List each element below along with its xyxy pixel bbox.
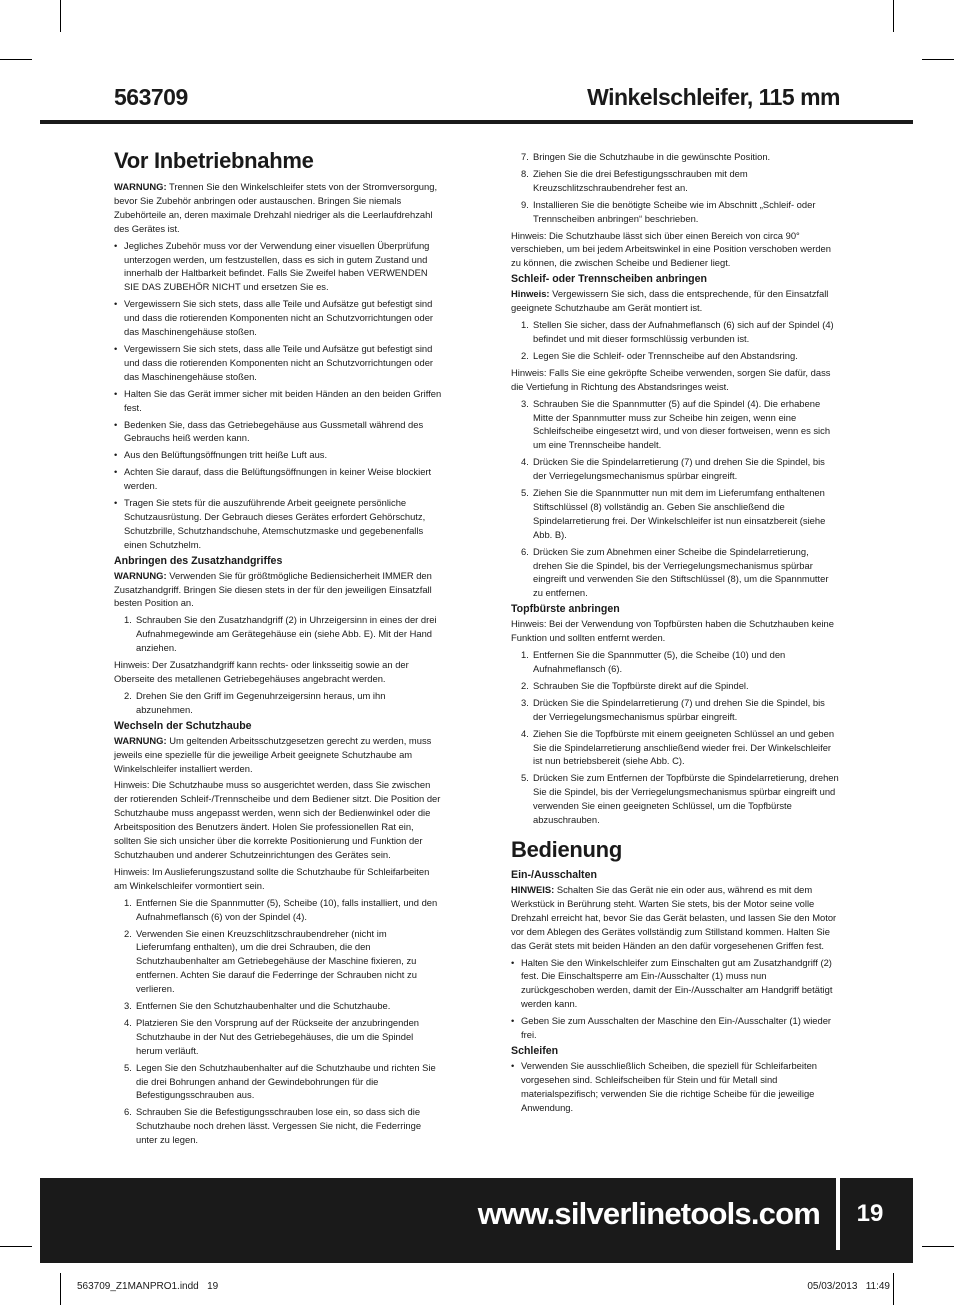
step-list — [114, 613, 442, 655]
step-list — [114, 689, 442, 717]
warning-label: WARNUNG: — [114, 181, 167, 192]
bullet-list — [114, 239, 442, 552]
step-text: Verwenden Sie einen Kreuzschlitzschraubendreher (nicht im Lieferumfang enthalten), um die drei Schrauben, die den Schutzhaubenhalter am Getriebegehäuse der Maschine fixieren, zu entfernen. Achten Sie darauf die Federringe der Schrauben nicht zu verlieren. — [136, 927, 417, 995]
note-paragraph: Hinweis: Bei der Verwendung von Topfbürsten haben die Schutzhauben keine Funktion und sollten entfernt werden. — [511, 618, 834, 644]
list-item: • Halten Sie den Winkelschleifer zum Einschalten gut am Zusatzhandgriff (2) fest. Die Einschaltsperre am Ein-/Ausschalter (1) muss nun zurückgeschoben werden, damit der Ein-/Ausschalter am Handgriff betätigt werden kann. — [511, 956, 839, 1012]
step-number: 6. — [124, 1106, 132, 1118]
step-text: Ziehen Sie die drei Befestigungsschrauben mit dem Kreuzschlitzschraubendreher fest an. — [533, 167, 748, 193]
step-number: 4. — [521, 456, 529, 468]
step-text: Schrauben Sie die Befestigungsschrauben lose ein, so dass sich die Schutzhaube noch drehen lässt. Vergessen Sie nicht, die Federringe unter zu legen. — [136, 1106, 422, 1146]
step-number: 5. — [521, 772, 529, 784]
subheading: Ein-/Ausschalten — [511, 868, 597, 881]
step-item — [511, 167, 839, 195]
step-number: 2. — [124, 689, 132, 701]
slug-filename: 563709_Z1MANPRO1.indd 19 — [77, 1281, 219, 1292]
warning-paragraph — [114, 734, 442, 776]
step-item — [511, 349, 839, 363]
warning-paragraph — [114, 180, 442, 236]
step-text: Schrauben Sie die Topfbürste direkt auf die Spindel. — [533, 679, 749, 691]
step-number: 9. — [521, 198, 529, 210]
crop-mark — [60, 1273, 61, 1305]
step-item — [114, 999, 442, 1013]
section-heading: Bedienung — [511, 836, 622, 862]
warning-label: HINWEIS: — [511, 883, 555, 895]
subheading: Wechseln der Schutzhaube — [114, 719, 252, 732]
step-number: 7. — [521, 151, 529, 162]
step-number: 3. — [521, 397, 529, 409]
note-paragraph: Hinweis: Falls Sie eine gekröpfte Scheibe verwenden, sorgen Sie dafür, dass die Vertiefung in Richtung des Abstandsringes weist. — [511, 366, 831, 392]
step-text: Schrauben Sie den Zusatzhandgriff (2) in Uhrzeigersinn in eines der drei Aufnahmegewinde am Gerätegehäuse ein (siehe Abb. E). Mit der Hand anziehen. — [136, 614, 437, 654]
step-text: Bringen Sie die Schutzhaube in die gewünschte Position. — [533, 151, 771, 162]
step-item — [114, 896, 442, 924]
subheading: Schleif- oder Trennscheiben anbringen — [511, 273, 708, 286]
warning-text: Trennen Sie den Winkelschleifer stets von der Stromversorgung, bevor Sie Zubehör anbringen oder austauschen. Bringen Sie niemals Zubehörteile an, deren maximale Drehzahl niedriger als die Leerlaufdrehzahl des Gerätes ist. — [114, 181, 438, 234]
note-text: Vergewissern Sie sich, dass die entsprechende, für den Einsatzfall geeignete Schutzhaube am Gerät montiert ist. — [511, 288, 829, 314]
step-item — [511, 771, 839, 827]
list-item: • Aus den Belüftungsöffnungen tritt heiße Luft aus. — [114, 448, 442, 462]
warning-text: Verwenden Sie für größtmögliche Bediensicherheit IMMER den Zusatzhandgriff. Bringen Sie diesen stets in der für den jeweiligen Einsatzfall besten Position an. — [114, 569, 432, 609]
list-item: • Verwenden Sie ausschließlich Scheiben, die speziell für Schleifarbeiten vorgesehen sind. Schleifscheiben für Stein und für Metall sind materialspezifisch; verwenden Sie die richtige Scheibe für die jeweilige Anwendung. — [511, 1059, 839, 1115]
step-number: 1. — [124, 614, 132, 626]
bullet-list — [511, 956, 839, 1042]
right-column — [511, 150, 839, 1118]
step-item — [511, 150, 839, 164]
step-item — [114, 927, 442, 997]
crop-mark — [922, 1246, 954, 1247]
page-number: 19 — [856, 1200, 884, 1227]
step-item — [511, 318, 839, 346]
step-text: Ziehen Sie die Topfbürste mit einem geeigneten Schlüssel an und geben Sie die Spindelarretierung anschließend wieder frei. Der Winkelschleifer ist nun betriebsbereit (siehe Abb. C). — [533, 727, 835, 767]
left-column — [114, 148, 442, 1150]
step-number: 2. — [124, 927, 132, 939]
step-list — [114, 896, 442, 1147]
note-paragraph: Hinweis: Im Auslieferungszustand sollte die Schutzhaube für Schleifarbeiten am Winkelschleifer vormontiert sein. — [114, 865, 430, 891]
step-text: Stellen Sie sicher, dass der Aufnahmeflansch (6) sich auf der Spindel (4) befindet und mit dieser formschlüssig verbunden ist. — [533, 319, 834, 344]
step-text: Platzieren Sie den Vorsprung auf der Rückseite der anzubringenden Schutzhaube in der Nut des Getriebegehäuses, die um die Spindel herum verläuft. — [136, 1016, 419, 1056]
step-item — [511, 727, 839, 769]
list-item: • Bedenken Sie, dass das Getriebegehäuse aus Gussmetall während des Gebrauchs heiß werden kann. — [114, 418, 442, 446]
website-link[interactable]: www.silverlinetools.com — [477, 1196, 820, 1231]
step-item — [511, 648, 839, 676]
crop-mark — [60, 0, 61, 32]
list-item: • Vergewissern Sie sich stets, dass alle Teile und Aufsätze gut befestigt sind und dass die rotierenden Komponenten nicht an Schutzvorrichtungen oder das Maschinengehäuse stoßen. — [114, 342, 442, 384]
subheading: Anbringen des Zusatzhandgriffes — [114, 554, 283, 567]
step-item — [114, 1016, 442, 1058]
step-number: 8. — [521, 167, 529, 179]
list-item: • Geben Sie zum Ausschalten der Maschine den Ein-/Ausschalter (1) wieder frei. — [511, 1014, 839, 1042]
step-item — [114, 689, 442, 717]
crop-mark — [893, 0, 894, 32]
header-rule — [40, 120, 913, 124]
step-number: 3. — [521, 696, 529, 708]
step-text: Entfernen Sie die Spannmutter (5), die Scheibe (10) und den Aufnahmeflansch (6). — [533, 649, 786, 674]
step-item — [511, 455, 839, 483]
step-number: 5. — [521, 487, 529, 499]
crop-mark — [0, 1246, 32, 1247]
step-list — [511, 318, 839, 363]
step-text: Drücken Sie zum Entfernen der Topfbürste die Spindelarretierung, drehen Sie die Spindel, bis der Verriegelungsmechanismus spürbar eingreift und verwenden Sie einen geeigneten Schlüssel, um die Topfbürste abzuschrauben. — [533, 772, 839, 826]
note-paragraph: Hinweis: Die Schutzhaube muss so ausgerichtet werden, dass Sie zwischen der rotierenden Schleif-/Trennscheibe und dem Bediener sitzt. Die Position der Schutzhaube muss angepasst werden, wenn sich der Bedienwinkel oder die Arbeitsposition des Benutzers ändert. Holen Sie professionellen Rat ein, sollten Sie sich unsicher über die korrekte Positionierung und Funktion der Schutzhauben und anderer Schutzeinrichtungen des Gerätes sein. — [114, 779, 441, 860]
step-text: Drücken Sie die Spindelarretierung (7) und drehen Sie die Spindel, bis der Verriegelungsmechanismus spürbar eingreift. — [533, 456, 825, 482]
step-number: 2. — [521, 679, 529, 691]
step-text: Drücken Sie die Spindelarretierung (7) und drehen Sie die Spindel, bis der Verriegelungsmechanismus spürbar eingreift. — [533, 696, 825, 722]
crop-mark — [922, 59, 954, 60]
product-title: Winkelschleifer, 115 mm — [587, 84, 840, 110]
warning-paragraph — [511, 883, 839, 953]
step-text: Drücken Sie zum Abnehmen einer Scheibe die Spindelarretierung, drehen Sie die Spindel, bis der Verriegelungsmechanismus spürbar eingreift und verwenden Sie den Stiftschlüssel (8), um die Spannmutter zu entfernen. — [533, 545, 829, 599]
step-item — [511, 397, 839, 453]
step-text: Legen Sie die Schleif- oder Trennscheibe auf den Abstandsring. — [533, 349, 798, 361]
step-number: 4. — [521, 727, 529, 739]
warning-text: Schalten Sie das Gerät nie ein oder aus, während es mit dem Werkstück in Berührung steht. Warten Sie stets, bis der Motor seine volle Drehzahl erreicht hat, bevor Sie das Gerät belasten, und lassen Sie den Motor vor dem Ablegen des Gerätes vollständig zum Stillstand kommen. Halten Sie das Gerät stets mit beiden Händen an den dafür vorgesehenen Griffen fest. — [511, 883, 837, 951]
step-number: 1. — [521, 319, 529, 331]
model-number: 563709 — [114, 84, 188, 110]
step-number: 1. — [521, 649, 529, 661]
subheading: Topfbürste anbringen — [511, 603, 620, 616]
step-item — [511, 486, 839, 542]
step-text: Ziehen Sie die Spannmutter nun mit dem im Lieferumfang enthaltenen Stiftschlüssel (8) vollständig an. Geben Sie anschließend die Spindelarretierung frei. Der Winkelschleifer ist nun einsatzbereit (siehe Abb. B). — [533, 487, 826, 540]
step-item — [114, 1061, 442, 1103]
bullet-list — [511, 1059, 839, 1115]
step-text: Legen Sie den Schutzhaubenhalter auf die Schutzhaube und richten Sie die drei Bohrungen anhand der Gewindebohrungen für die Befestigungsschrauben aus. — [136, 1061, 436, 1101]
step-item — [511, 198, 839, 226]
step-item — [114, 1105, 442, 1147]
section-heading: Vor Inbetriebnahme — [114, 148, 314, 173]
step-number: 3. — [124, 1000, 132, 1012]
step-list — [511, 150, 839, 226]
step-number: 2. — [521, 349, 529, 361]
step-text: Entfernen Sie den Schutzhaubenhalter und die Schutzhaube. — [136, 1000, 391, 1012]
subheading: Schleifen — [511, 1044, 559, 1057]
step-number: 1. — [124, 896, 132, 908]
step-number: 5. — [124, 1061, 132, 1073]
step-text: Entfernen Sie die Spannmutter (5), Scheibe (10), falls installiert, und den Aufnahmeflansch (6) von der Spindel (4). — [136, 896, 438, 922]
list-item: • Vergewissern Sie sich stets, dass alle Teile und Aufsätze gut befestigt sind und dass die rotierenden Komponenten nicht an Schutzvorrichtungen oder das Maschinengehäuse stoßen. — [114, 297, 442, 339]
list-item: • Achten Sie darauf, dass die Belüftungsöffnungen in keiner Weise blockiert werden. — [114, 465, 442, 493]
warning-label: WARNUNG: — [114, 734, 167, 746]
step-text: Drehen Sie den Griff im Gegenuhrzeigersinn heraus, um ihn abzunehmen. — [136, 689, 386, 715]
list-item: • Jegliches Zubehör muss vor der Verwendung einer visuellen Überprüfung unterzogen werden, um festzustellen, dass es sich in gutem Zustand und innerhalb der Haltbarkeit befindet. Falls Sie Zweifel haben VERWENDEN SIE DAS ZUBEHÖR NICHT und ersetzen Sie es. — [114, 239, 442, 295]
warning-text: Um geltenden Arbeitsschutzgesetzen gerecht zu werden, muss jeweils eine spezielle für die jeweilige Arbeit geeignete Schutzhaube am Winkelschleifer installiert werden. — [114, 734, 432, 774]
warning-paragraph — [114, 569, 442, 611]
step-list — [511, 648, 839, 827]
step-item — [511, 679, 839, 693]
slug-datetime: 05/03/2013 11:49 — [807, 1281, 890, 1292]
warning-label: WARNUNG: — [114, 569, 167, 581]
step-number: 6. — [521, 545, 529, 557]
step-text: Schrauben Sie die Spannmutter (5) auf die Spindel (4). Die erhabene Mitte der Spannmutter muss zur Scheibe hin zeigen, wenn eine Schleifscheibe eingesetzt wird, und von dieser fortweisen, wenn es sich um eine Trennscheibe handelt. — [533, 397, 831, 451]
note-paragraph: Hinweis: Der Zusatzhandgriff kann rechts- oder linksseitig sowie an der Oberseite des metallenen Getriebegehäuses angebracht werden. — [114, 659, 409, 684]
list-item: • Halten Sie das Gerät immer sicher mit beiden Händen an den beiden Griffen fest. — [114, 387, 442, 415]
note-paragraph — [511, 287, 839, 315]
step-number: 4. — [124, 1016, 132, 1028]
list-item: • Tragen Sie stets für die auszuführende Arbeit geeignete persönliche Schutzausrüstung. Der Gebrauch dieses Gerätes erfordert Gehörschutz, Schutzbrille, Schutzhandschuhe, Atemschutzmaske und gegebenenfalls einen Schutzhelm. — [114, 496, 442, 552]
note-paragraph: Hinweis: Die Schutzhaube lässt sich über einen Bereich von circa 90° verschieben, um bei jedem Arbeitswinkel in eine Position verschoben werden zu können, die zwischen Scheibe und Bediener liegt. — [511, 229, 831, 269]
crop-mark — [893, 1273, 894, 1305]
note-label: Hinweis: — [511, 288, 550, 300]
step-item — [511, 545, 839, 601]
step-text: Installieren Sie die benötigte Scheibe wie im Abschnitt „Schleif- oder Trennscheiben anbringen“ beschrieben. — [533, 198, 816, 224]
step-item — [114, 613, 442, 655]
crop-mark — [0, 59, 32, 60]
step-list — [511, 397, 839, 601]
step-item — [511, 696, 839, 724]
footer-divider — [836, 1178, 840, 1250]
